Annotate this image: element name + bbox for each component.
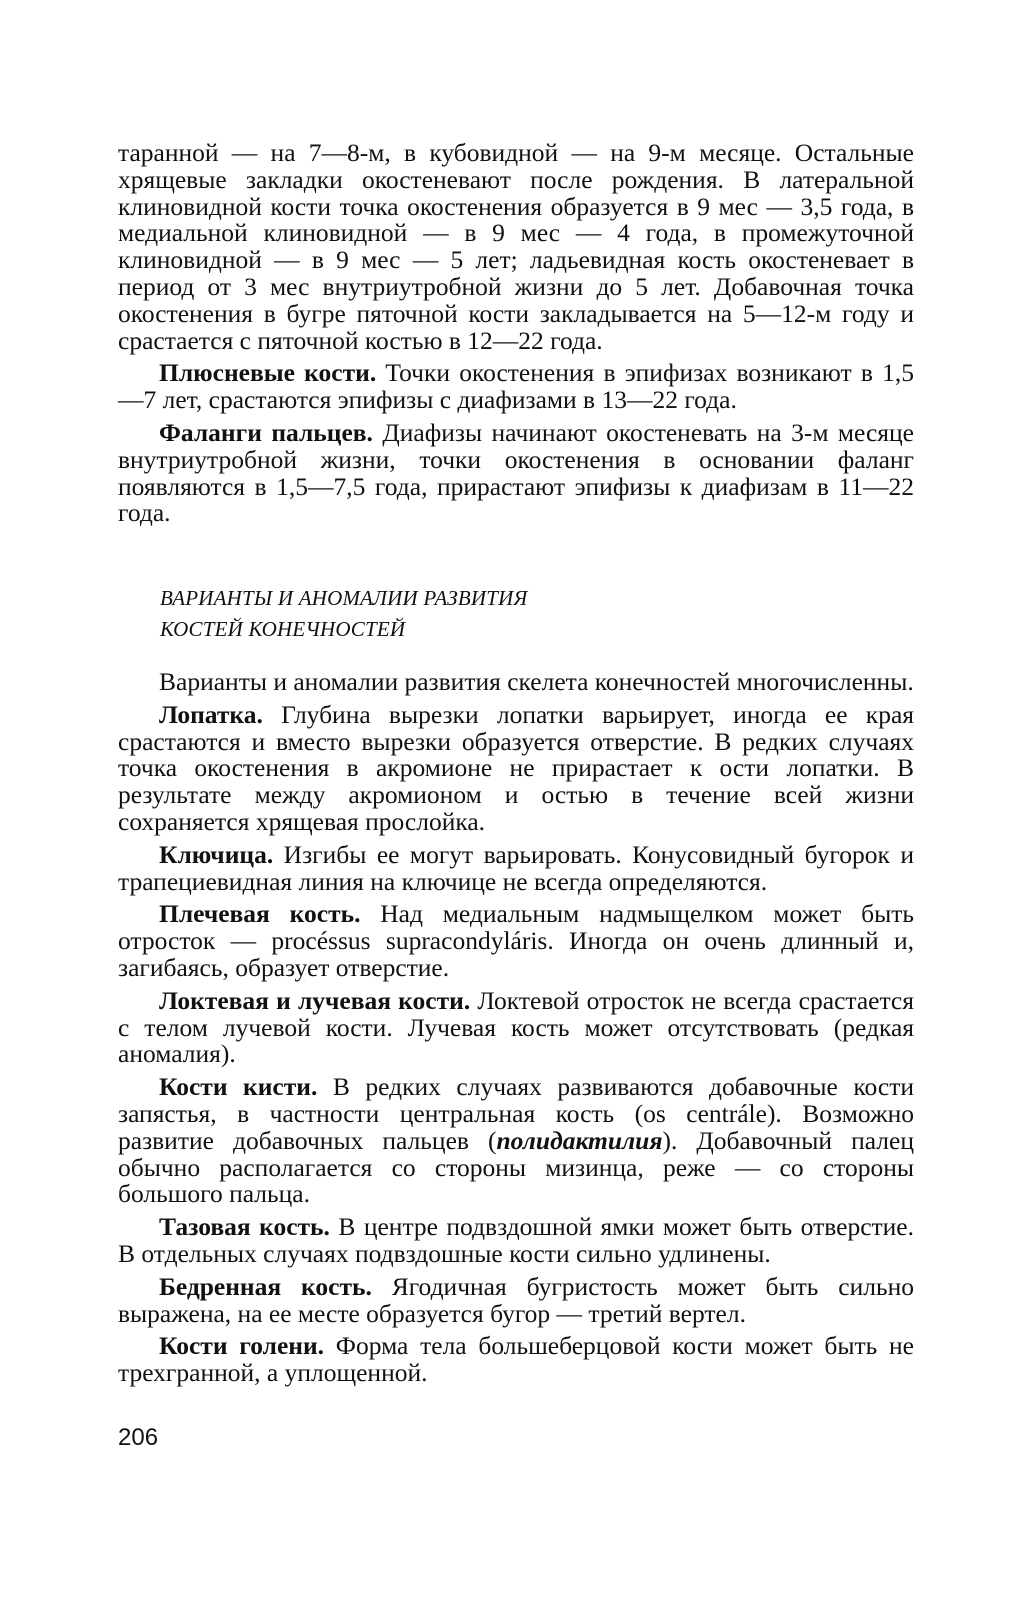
paragraph-humerus: Плечевая кость. Над медиальным надмыщелком может быть отросток — procéssus supracondyláris. Иногда он очень длинный и, загибаясь, образует отверстие.	[118, 899, 914, 982]
bottom-text-section	[118, 669, 914, 1387]
term-femur: Бедренная кость.	[159, 1271, 372, 1301]
paragraph-phalanges: Фаланги пальцев. Диафизы начинают окостеневать на 3-м месяце внутриутробной жизни, точки окостенения в основании фаланг появляются в 1,5—7,5 года, прирастают эпифизы к диафизам в 11—22 года.	[118, 417, 914, 528]
section-heading	[160, 583, 860, 645]
term-pelvis: Тазовая кость.	[159, 1212, 330, 1242]
paragraph-femur: Бедренная кость. Ягодичная бугристость может быть сильно выражена, на ее месте образуется бугор — третий вертел.	[118, 1271, 914, 1328]
paragraph-pelvis: Тазовая кость. В центре подвздошной ямки может быть отверстие. В отдельных случаях подвздошные кости сильно удлинены.	[118, 1212, 914, 1268]
paragraph-forearm: Локтевая и лучевая кости. Локтевой отросток не всегда срастается с телом лучевой кости. Лучевая кость может отсутствовать (редкая аномалия).	[118, 985, 914, 1069]
paragraph-metatarsals: Плюсневые кости. Точки окостенения в эпифизах возникают в 1,5—7 лет, срастаются эпифизы с диафизами в 13—22 года.	[118, 358, 914, 415]
top-text-section	[118, 140, 914, 527]
paragraph-scapula: Лопатка. Глубина вырезки лопатки варьирует, иногда ее края срастаются и вместо вырезки образуется отверстие. В редких случаях точка окостенения в акромионе не прирастает к ости лопатки. В результате между акромионом и остью в течение всей жизни сохраняется хрящевая прослойка.	[118, 699, 914, 836]
term-hand: Кости кисти.	[159, 1072, 318, 1102]
paragraph-tarsal-ossification: таранной — на 7—8-м, в кубовидной — на 9-м месяце. Остальные хрящевые закладки окостеневают после рождения. В латеральной клиновидной кости точка окостенения образуется в 9 мес — 3,5 года, в медиальной клиновидной — в 9 мес — 4 года, в промежуточной клиновидной — в 9 мес — 5 лет; ладьевидная кость окостеневает в период от 3 мес внутриутробной жизни до 5 лет. Добавочная точка окостенения в бугре пяточной кости закладывается на 5—12-м году и срастается с пяточной костью в 12—22 года.	[118, 138, 914, 355]
heading-line-1: ВАРИАНТЫ И АНОМАЛИИ РАЗВИТИЯ	[160, 586, 528, 610]
heading-line-2: КОСТЕЙ КОНЕЧНОСТЕЙ	[160, 617, 406, 641]
paragraph-clavicle: Ключица. Изгибы ее могут варьировать. Конусовидный бугорок и трапециевидная линия на ключице не всегда определяются.	[118, 839, 914, 896]
term-polydactyly: полидактилия	[496, 1125, 663, 1155]
term-leg: Кости голени.	[159, 1331, 325, 1361]
term-clavicle: Ключица.	[159, 839, 274, 869]
term-forearm: Локтевая и лучевая кости.	[159, 985, 471, 1015]
term-phalanges: Фаланги пальцев.	[159, 417, 373, 447]
term-scapula: Лопатка.	[159, 699, 263, 729]
page-number: 206	[118, 1424, 159, 1451]
term-metatarsals: Плюсневые кости.	[159, 358, 377, 388]
paragraph-hand: Кости кисти. В редких случаях развиваются добавочные кости запястья, в частности центральная кость (os centrále). Возможно развитие добавочных пальцев (полидактилия). Добавочный палец обычно располагается со стороны мизинца, реже — со стороны большого пальца.	[118, 1072, 914, 1209]
term-humerus: Плечевая кость.	[159, 899, 361, 929]
paragraph-intro: Варианты и аномалии развития скелета конечностей многочисленны.	[159, 667, 914, 696]
paragraph-leg: Кости голени. Форма тела большеберцовой кости может быть не трехгранной, а уплощенной.	[118, 1331, 914, 1388]
